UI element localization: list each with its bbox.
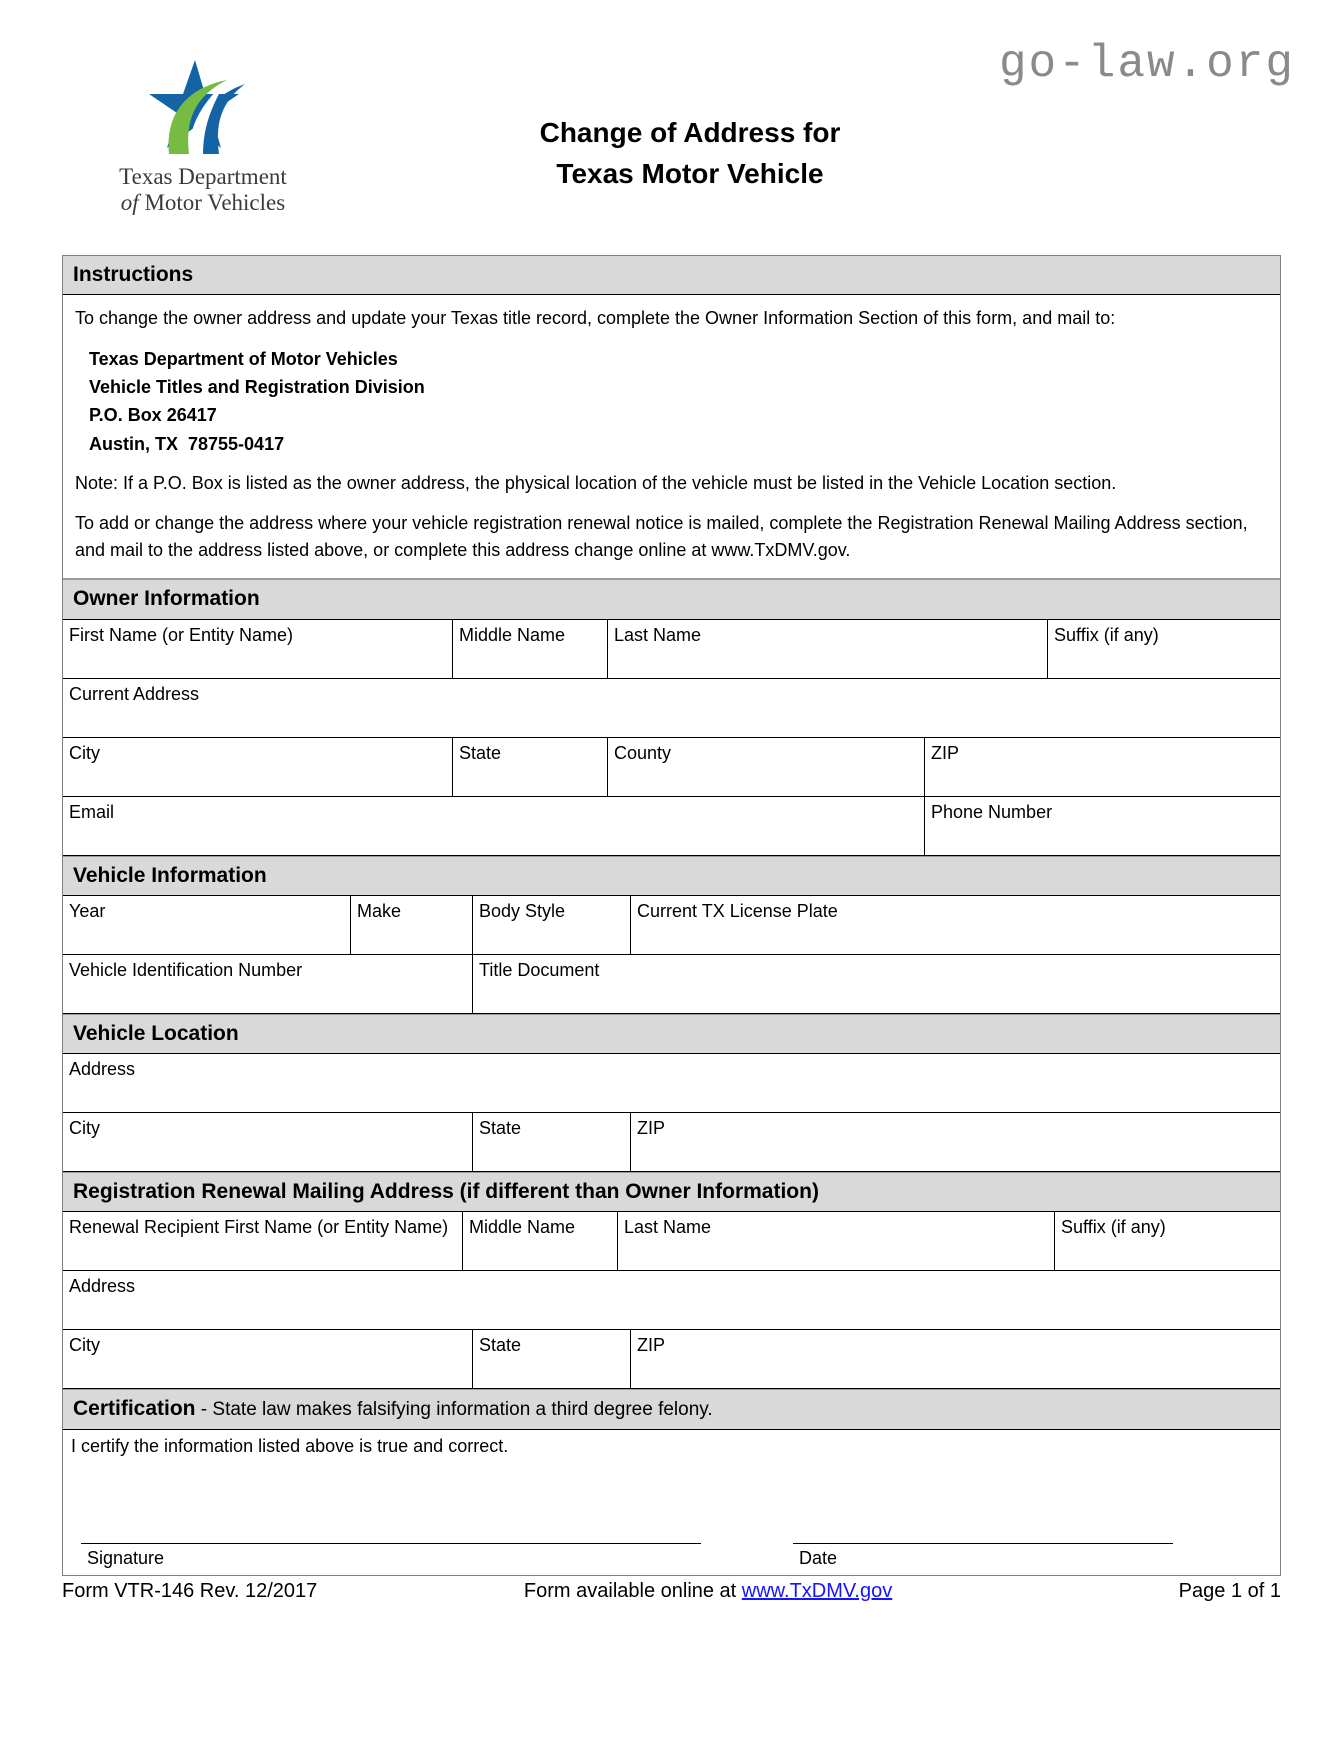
label-location-city: City xyxy=(69,1117,100,1138)
renewal-city-row xyxy=(63,1330,1280,1389)
form-header xyxy=(0,52,1343,222)
field-vehicle-make[interactable] xyxy=(351,896,473,954)
logo-line-1: Texas Department xyxy=(119,164,287,189)
label-renewal-suffix: Suffix (if any) xyxy=(1061,1217,1166,1238)
date-field[interactable] xyxy=(793,1543,1173,1569)
field-renewal-middle-name[interactable] xyxy=(463,1212,618,1270)
label-location-address: Address xyxy=(69,1058,136,1079)
location-city-row xyxy=(63,1113,1280,1172)
instructions-note: Note: If a P.O. Box is listed as the owner address, the physical location of the vehicle must be listed in the Vehicle Location section. xyxy=(75,473,1117,494)
txdmv-star-icon xyxy=(123,58,283,162)
signature-area xyxy=(81,1517,1264,1569)
field-location-city[interactable] xyxy=(63,1113,473,1171)
footer-page-number: Page 1 of 1 xyxy=(1178,1580,1281,1602)
label-renewal-middle-name: Middle Name xyxy=(469,1217,576,1238)
field-owner-last-name[interactable] xyxy=(608,620,1048,678)
field-renewal-city[interactable] xyxy=(63,1330,473,1388)
label-owner-last-name: Last Name xyxy=(614,624,702,645)
field-owner-current-address[interactable] xyxy=(63,679,1280,737)
label-vehicle-body-style: Body Style xyxy=(479,900,566,921)
owner-city-row xyxy=(63,738,1280,797)
owner-name-row xyxy=(63,620,1280,679)
field-location-zip[interactable] xyxy=(631,1113,1280,1171)
label-owner-first-name: First Name (or Entity Name) xyxy=(69,624,294,645)
section-header-instructions: Instructions xyxy=(63,256,1280,295)
mail-to-line-1: Texas Department of Motor Vehicles xyxy=(89,348,398,369)
label-vehicle-title-document: Title Document xyxy=(479,959,600,980)
page-title-line-1: Change of Address for xyxy=(539,117,841,148)
page-title xyxy=(340,112,1040,195)
footer-form-id: Form VTR-146 Rev. 12/2017 xyxy=(62,1580,318,1602)
instructions-intro: To change the owner address and update your Texas title record, complete the Owner Information Section of this form, and mail to: xyxy=(75,308,1116,329)
label-owner-city: City xyxy=(69,742,100,763)
owner-address-row xyxy=(63,679,1280,738)
logo-line-2-rest: Motor Vehicles xyxy=(138,189,286,215)
label-vehicle-make: Make xyxy=(357,900,402,921)
renewal-name-row xyxy=(63,1212,1280,1271)
label-vehicle-vin: Vehicle Identification Number xyxy=(69,959,303,980)
txdmv-logo xyxy=(88,58,318,216)
field-renewal-suffix[interactable] xyxy=(1055,1212,1280,1270)
field-owner-middle-name[interactable] xyxy=(453,620,608,678)
label-vehicle-year: Year xyxy=(69,900,106,921)
field-owner-first-name[interactable] xyxy=(63,620,453,678)
field-renewal-zip[interactable] xyxy=(631,1330,1280,1388)
footer-availability-prefix: Form available online at xyxy=(523,1580,742,1602)
field-vehicle-body-style[interactable] xyxy=(473,896,631,954)
renewal-address-row xyxy=(63,1271,1280,1330)
mail-to-line-2: Vehicle Titles and Registration Division xyxy=(89,376,425,397)
watermark-text: go-law.org xyxy=(998,38,1295,90)
label-renewal-address: Address xyxy=(69,1276,136,1297)
label-owner-suffix: Suffix (if any) xyxy=(1054,624,1159,645)
instructions-block xyxy=(63,295,1280,579)
label-renewal-state: State xyxy=(479,1335,522,1356)
field-location-address[interactable] xyxy=(63,1054,1280,1112)
label-renewal-zip: ZIP xyxy=(637,1335,666,1356)
label-owner-state: State xyxy=(459,742,502,763)
field-renewal-state[interactable] xyxy=(473,1330,631,1388)
label-location-state: State xyxy=(479,1117,522,1138)
field-owner-county[interactable] xyxy=(608,738,925,796)
certification-heading-rest: - State law makes falsifying information a third degree felony. xyxy=(195,1399,713,1421)
field-owner-zip[interactable] xyxy=(925,738,1280,796)
mail-to-address xyxy=(75,345,1268,459)
field-vehicle-title-document[interactable] xyxy=(473,955,1280,1013)
label-owner-current-address: Current Address xyxy=(69,683,200,704)
field-owner-suffix[interactable] xyxy=(1048,620,1280,678)
vehicle-basic-row xyxy=(63,896,1280,955)
section-header-certification xyxy=(63,1389,1280,1430)
signature-label: Signature xyxy=(87,1547,165,1568)
label-owner-email: Email xyxy=(69,801,115,822)
section-header-owner-information: Owner Information xyxy=(63,579,1280,619)
field-location-state[interactable] xyxy=(473,1113,631,1171)
label-owner-middle-name: Middle Name xyxy=(459,624,566,645)
label-renewal-first-name: Renewal Recipient First Name (or Entity Name) xyxy=(69,1217,449,1238)
field-owner-state[interactable] xyxy=(453,738,608,796)
label-owner-phone: Phone Number xyxy=(931,801,1053,822)
txdmv-logo-text xyxy=(88,164,318,216)
label-owner-county: County xyxy=(614,742,672,763)
certification-statement: I certify the information listed above is true and correct. xyxy=(71,1435,509,1456)
logo-line-2-italic: of xyxy=(120,189,139,215)
field-vehicle-vin[interactable] xyxy=(63,955,473,1013)
txdmv-website-link[interactable]: www.TxDMV.gov xyxy=(741,1580,893,1602)
label-location-zip: ZIP xyxy=(637,1117,666,1138)
certification-body xyxy=(63,1430,1280,1575)
vehicle-vin-row xyxy=(63,955,1280,1014)
mail-to-line-4: Austin, TX 78755-0417 xyxy=(89,433,285,454)
page-footer xyxy=(62,1580,1281,1603)
instructions-renewal-note: To add or change the address where your vehicle registration renewal notice is mailed, complete the Registration Renewal Mailing Address section, and mail to the address listed above, or complete this address change online at www.TxDMV.gov. xyxy=(75,512,1248,561)
label-owner-zip: ZIP xyxy=(931,742,960,763)
field-renewal-last-name[interactable] xyxy=(618,1212,1055,1270)
section-header-vehicle-information: Vehicle Information xyxy=(63,856,1280,896)
owner-contact-row xyxy=(63,797,1280,856)
location-address-row xyxy=(63,1054,1280,1113)
field-owner-city[interactable] xyxy=(63,738,453,796)
field-owner-email[interactable] xyxy=(63,797,925,855)
section-header-registration-renewal: Registration Renewal Mailing Address (if different than Owner Information) xyxy=(63,1172,1280,1212)
label-renewal-city: City xyxy=(69,1335,100,1356)
page-title-line-2: Texas Motor Vehicle xyxy=(556,158,824,190)
field-renewal-first-name[interactable] xyxy=(63,1212,463,1270)
label-renewal-last-name: Last Name xyxy=(624,1217,712,1238)
label-vehicle-license-plate: Current TX License Plate xyxy=(637,900,838,921)
signature-field[interactable] xyxy=(81,1543,701,1569)
footer-availability xyxy=(464,1580,952,1603)
certification-heading-bold: Certification xyxy=(73,1397,196,1421)
section-header-vehicle-location: Vehicle Location xyxy=(63,1014,1280,1054)
field-renewal-address[interactable] xyxy=(63,1271,1280,1329)
field-vehicle-license-plate[interactable] xyxy=(631,896,1280,954)
mail-to-line-3: P.O. Box 26417 xyxy=(89,405,217,426)
date-label: Date xyxy=(799,1547,838,1568)
form-body xyxy=(62,255,1281,1576)
field-owner-phone[interactable] xyxy=(925,797,1280,855)
field-vehicle-year[interactable] xyxy=(63,896,351,954)
